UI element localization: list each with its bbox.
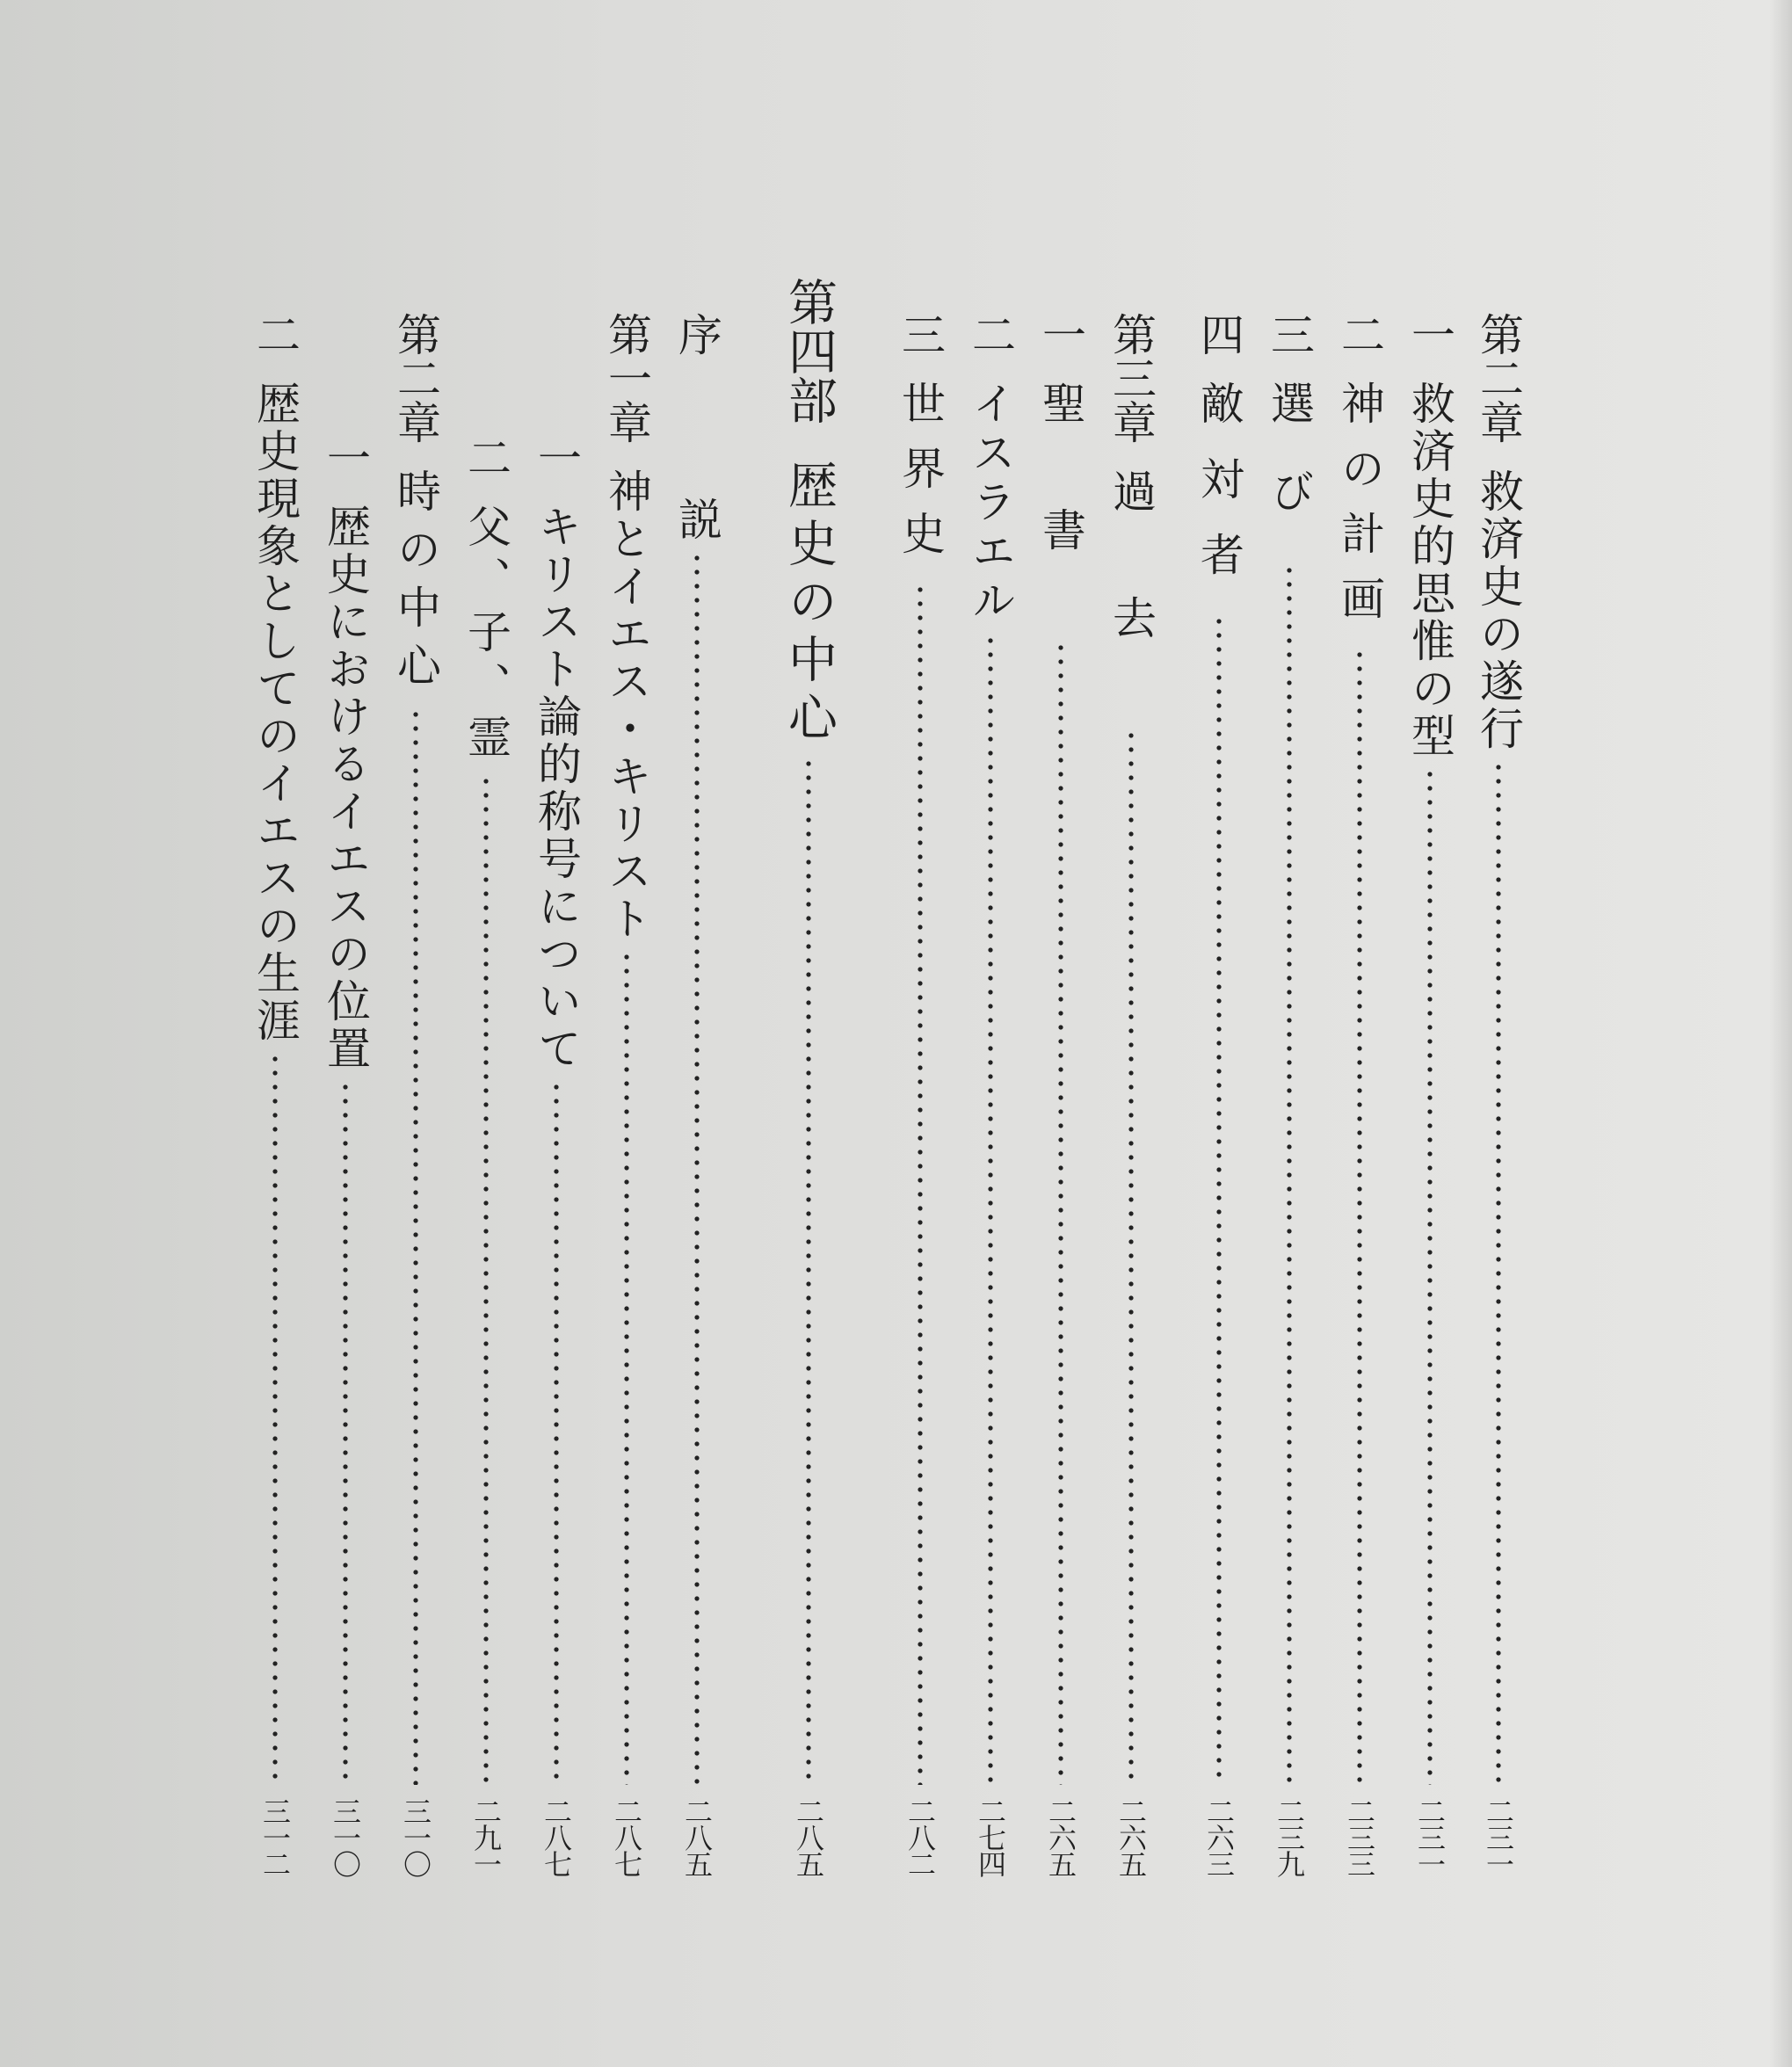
entry-number: 一	[1035, 312, 1086, 356]
toc-entry	[1329, 312, 1390, 1876]
entry-number: 第三章	[1106, 312, 1157, 444]
dot-leader	[693, 551, 700, 1785]
toc-entry	[889, 312, 951, 1876]
page-number: 二八五	[680, 1797, 714, 1876]
dot-leader	[1426, 767, 1433, 1785]
entry-number: 三	[1264, 312, 1315, 356]
toc-entry	[455, 312, 517, 1876]
entry-title: 救済史の遂行	[1473, 468, 1524, 753]
dot-leader	[1356, 648, 1363, 1785]
dot-leader	[1286, 563, 1293, 1785]
page-number: 三一二	[258, 1797, 292, 1876]
part-title: 歴史の中心	[780, 460, 838, 750]
entry-title: 神の計画	[1334, 381, 1385, 641]
dot-leader	[553, 1080, 560, 1785]
entry-title: 歴史におけるイエスの位置	[320, 504, 371, 1073]
toc-entry	[1188, 312, 1250, 1876]
toc-entry	[385, 312, 446, 1876]
page-number: 二六三	[1202, 1797, 1236, 1876]
dot-leader	[272, 1052, 279, 1785]
part-number: 第四部	[780, 277, 838, 424]
entry-title: 説	[671, 497, 722, 544]
dot-leader	[987, 634, 994, 1785]
page-number: 二九一	[469, 1797, 503, 1876]
dot-leader	[623, 950, 630, 1785]
dot-leader	[1495, 760, 1502, 1785]
toc-entry	[526, 312, 587, 1876]
dot-leader	[917, 583, 924, 1785]
entry-number: 第二章	[390, 312, 441, 444]
toc-entry	[1399, 312, 1461, 1876]
page-number: 二三一	[1482, 1797, 1515, 1876]
entry-number: 四	[1193, 312, 1244, 356]
dot-leader	[412, 707, 419, 1785]
entry-number: 一	[320, 435, 371, 479]
entry-number: 序	[671, 312, 722, 356]
entry-title: 父、子、霊	[461, 504, 511, 767]
page-number: 二三一	[1413, 1797, 1447, 1876]
page-number: 二八二	[903, 1797, 937, 1876]
entry-title: 選び	[1264, 381, 1315, 556]
entry-number: 第一章	[601, 312, 652, 444]
entry-number: 二	[250, 312, 301, 356]
toc-entry	[666, 312, 728, 1876]
toc-entry	[244, 312, 306, 1876]
entry-title: 世界史	[895, 381, 946, 576]
entry-title: 時の中心	[390, 468, 441, 700]
dot-leader	[1057, 641, 1064, 1785]
page-edge-shadow	[1769, 0, 1792, 2067]
entry-title: 神とイエス・キリスト	[601, 468, 652, 943]
dot-leader	[342, 1080, 349, 1785]
dot-leader	[1215, 614, 1222, 1785]
toc-entry	[1030, 312, 1092, 1876]
entry-title: 過去	[1106, 468, 1157, 722]
entry-title: 救済史的思惟の型	[1404, 381, 1455, 760]
toc-entry	[1468, 312, 1529, 1876]
entry-number: 二	[965, 312, 1016, 356]
toc-entry	[596, 312, 657, 1876]
entry-number: 一	[1404, 312, 1455, 356]
page-number: 二六五	[1044, 1797, 1077, 1876]
page-number: 三一〇	[399, 1797, 432, 1876]
page-number: 二八七	[540, 1797, 573, 1876]
page-number: 二七四	[974, 1797, 1007, 1876]
toc-entry-part	[778, 277, 839, 1876]
dot-leader	[1128, 729, 1135, 1785]
entry-title: 敵対者	[1193, 381, 1244, 607]
page-number: 二八五	[792, 1797, 825, 1876]
toc-entry	[1259, 312, 1320, 1876]
page-number: 二八七	[610, 1797, 643, 1876]
entry-title: キリスト論的称号について	[531, 504, 582, 1073]
entry-number: 二	[1334, 312, 1385, 356]
entry-number: 第二章	[1473, 312, 1524, 444]
entry-title: イスラエル	[965, 381, 1016, 627]
page-number: 二三三	[1343, 1797, 1376, 1876]
dot-leader	[482, 774, 490, 1785]
page-number: 二三九	[1273, 1797, 1306, 1876]
toc-entry	[315, 312, 376, 1876]
entry-number: 一	[531, 435, 582, 479]
page-number: 二六五	[1114, 1797, 1148, 1876]
toc-entry	[960, 312, 1021, 1876]
page-number: 三一〇	[329, 1797, 362, 1876]
entry-title: 聖書	[1035, 381, 1086, 634]
entry-number: 三	[895, 312, 946, 356]
entry-number: 二	[461, 435, 511, 479]
entry-title: 歴史現象としてのイエスの生涯	[250, 381, 301, 1045]
toc-entry	[1100, 312, 1162, 1876]
dot-leader	[805, 757, 812, 1785]
